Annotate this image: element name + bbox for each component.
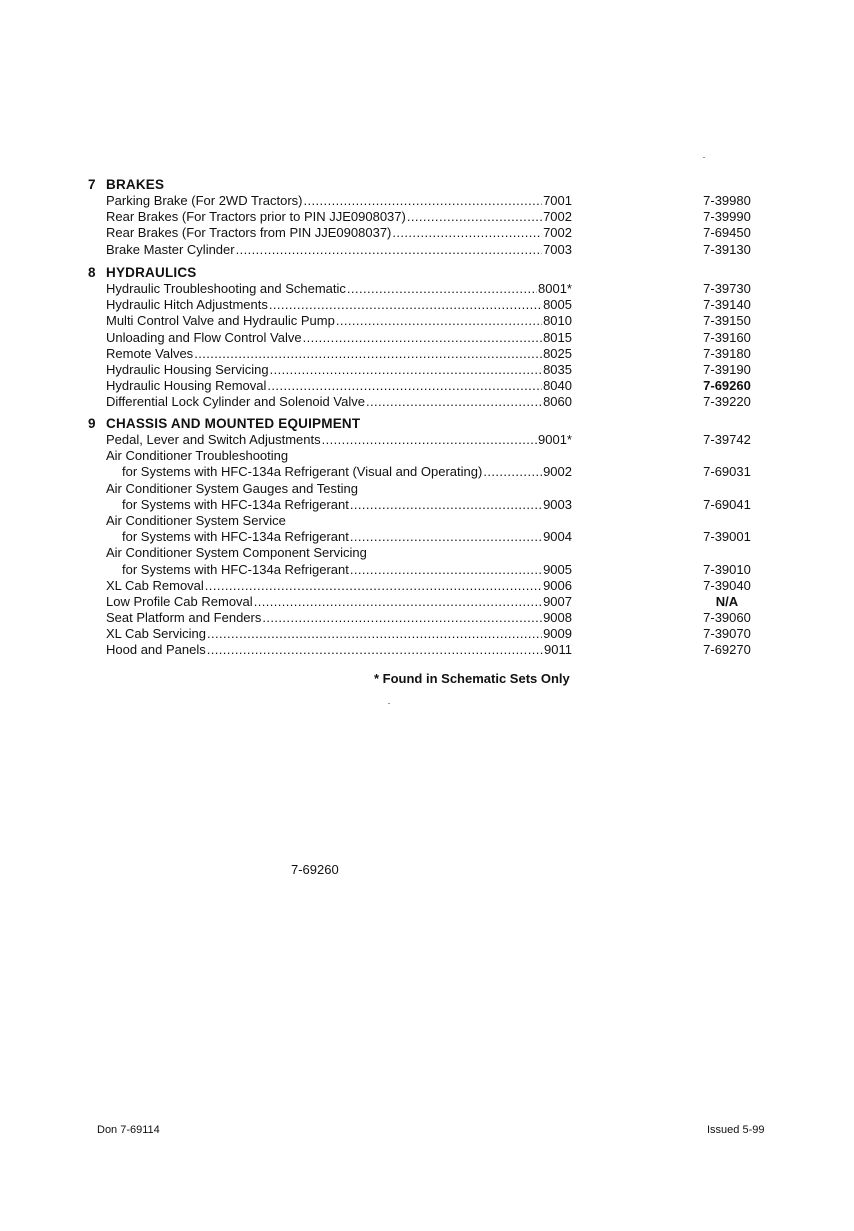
section-title: CHASSIS AND MOUNTED EQUIPMENT xyxy=(106,416,361,431)
section-heading xyxy=(88,416,778,432)
toc-ref: 7-39040 xyxy=(703,577,751,593)
toc-code: 9001* xyxy=(538,432,572,447)
toc-label: Differential Lock Cylinder and Solenoid Valve xyxy=(106,394,365,410)
toc-label: Hood and Panels xyxy=(106,642,206,658)
toc-code: 8040 xyxy=(543,378,572,394)
toc-label: Parking Brake (For 2WD Tractors) xyxy=(106,193,303,208)
toc-code: 8005 xyxy=(543,297,572,313)
toc-ref: 7-69041 xyxy=(703,496,751,512)
section-hydraulics xyxy=(88,265,778,411)
toc-label: Remote Valves xyxy=(106,345,194,361)
toc-label: XL Cab Removal xyxy=(106,577,204,593)
toc-ref: 7-39220 xyxy=(703,394,751,410)
toc-ref: 7-39160 xyxy=(703,329,751,345)
toc-code: 8035 xyxy=(543,361,572,377)
document-number: 7-69260 xyxy=(291,862,339,877)
section-number: 8 xyxy=(88,265,96,280)
toc-row xyxy=(88,562,778,578)
toc-row xyxy=(88,209,778,225)
toc-row xyxy=(88,242,778,258)
toc-label: XL Cab Servicing xyxy=(106,626,206,642)
toc-ref: 7-39730 xyxy=(703,281,751,296)
toc-row xyxy=(88,297,778,313)
toc-row xyxy=(88,362,778,378)
toc-label: Hydraulic Hitch Adjustments xyxy=(106,297,268,313)
toc-code: 9004 xyxy=(543,529,572,545)
toc-label: for Systems with HFC-134a Refrigerant xyxy=(122,561,349,577)
toc-code: 9008 xyxy=(543,610,572,626)
toc-ref: 7-39180 xyxy=(703,345,751,361)
toc-label: Seat Platform and Fenders xyxy=(106,610,262,626)
toc-code: 9003 xyxy=(543,496,572,512)
toc-row xyxy=(88,626,778,642)
scan-speck xyxy=(703,157,705,158)
toc-ref: 7-39001 xyxy=(703,529,751,545)
toc-row xyxy=(88,281,778,297)
toc-label: Multi Control Valve and Hydraulic Pump xyxy=(106,313,335,329)
toc-code: 8001* xyxy=(538,281,572,296)
toc-code: 8010 xyxy=(543,313,572,329)
toc-label: for Systems with HFC-134a Refrigerant (Visual and Operating) xyxy=(122,464,483,480)
toc-row xyxy=(88,642,778,658)
toc-row xyxy=(88,610,778,626)
toc-row xyxy=(88,313,778,329)
toc-row xyxy=(88,529,778,545)
toc-row xyxy=(88,330,778,346)
toc-label: Hydraulic Housing Servicing xyxy=(106,361,269,377)
toc-label: Pedal, Lever and Switch Adjustments xyxy=(106,432,321,447)
toc-ref: N/A xyxy=(715,593,739,609)
toc-ref: 7-39980 xyxy=(703,193,751,208)
section-number: 9 xyxy=(88,416,96,431)
footer-left: Don 7-69114 xyxy=(97,1124,160,1136)
toc-code: 7002 xyxy=(543,209,572,225)
toc-ref: 7-69260 xyxy=(703,378,751,394)
section-brakes xyxy=(88,177,778,258)
toc-row xyxy=(88,225,778,241)
toc-ref: 7-39150 xyxy=(703,313,751,329)
toc-row xyxy=(88,594,778,610)
footer-right: Issued 5-99 xyxy=(707,1124,765,1136)
toc-row xyxy=(88,193,778,209)
footnote: * Found in Schematic Sets Only xyxy=(374,671,570,686)
toc-row xyxy=(88,346,778,362)
toc-code: 8060 xyxy=(543,394,572,410)
section-heading xyxy=(88,265,778,281)
toc-label: Rear Brakes (For Tractors from PIN JJE0908037) xyxy=(106,225,392,241)
toc-row xyxy=(88,578,778,594)
toc-code: 9011 xyxy=(544,642,572,658)
toc-label: Air Conditioner Troubleshooting xyxy=(106,448,289,464)
toc-ref: 7-39190 xyxy=(703,361,751,377)
toc-ref: 7-69031 xyxy=(703,464,751,480)
toc-code: 9007 xyxy=(543,593,572,609)
toc-label: Air Conditioner System Service xyxy=(106,512,286,528)
toc-label: Hydraulic Troubleshooting and Schematic xyxy=(106,281,346,296)
section-heading xyxy=(88,177,778,193)
toc-row-heading xyxy=(88,481,778,497)
toc-ref: 7-39140 xyxy=(703,297,751,313)
toc-code: 9006 xyxy=(543,577,572,593)
section-number: 7 xyxy=(88,177,96,192)
toc-label: Brake Master Cylinder xyxy=(106,241,235,257)
section-chassis xyxy=(88,416,778,659)
toc-row xyxy=(88,497,778,513)
toc-row-heading xyxy=(88,513,778,529)
section-title: HYDRAULICS xyxy=(106,265,197,280)
toc-label: for Systems with HFC-134a Refrigerant xyxy=(122,496,349,512)
toc-ref: 7-39990 xyxy=(703,209,751,225)
toc-row-heading xyxy=(88,448,778,464)
toc-code: 9002 xyxy=(543,464,572,480)
toc-code: 8025 xyxy=(543,345,572,361)
toc-row xyxy=(88,464,778,480)
toc-row xyxy=(88,378,778,394)
section-title: BRAKES xyxy=(106,177,165,192)
toc-code: 8015 xyxy=(543,329,572,345)
toc-ref: 7-69450 xyxy=(703,225,751,241)
toc-label: Unloading and Flow Control Valve xyxy=(106,329,302,345)
toc-label: Hydraulic Housing Removal xyxy=(106,378,267,394)
toc-code: 7003 xyxy=(543,241,572,257)
toc-ref: 7-39130 xyxy=(703,241,751,257)
toc-code: 7001 xyxy=(543,193,572,208)
toc-code: 9009 xyxy=(543,626,572,642)
toc-code: 9005 xyxy=(543,561,572,577)
toc-ref: 7-39010 xyxy=(703,561,751,577)
toc-ref: 7-39070 xyxy=(703,626,751,642)
toc-ref: 7-39060 xyxy=(703,610,751,626)
toc-row xyxy=(88,394,778,410)
toc-label: Rear Brakes (For Tractors prior to PIN JJE0908037) xyxy=(106,209,406,225)
toc-row-heading xyxy=(88,545,778,561)
scan-speck xyxy=(388,703,390,704)
toc-ref: 7-69270 xyxy=(703,642,751,658)
toc-label: for Systems with HFC-134a Refrigerant xyxy=(122,529,349,545)
toc-label: Air Conditioner System Gauges and Testing xyxy=(106,480,358,496)
toc-row xyxy=(88,432,778,448)
toc-ref: 7-39742 xyxy=(703,432,751,447)
toc-label: Air Conditioner System Component Servicing xyxy=(106,545,367,561)
toc-code: 7002 xyxy=(543,225,572,241)
toc-label: Low Profile Cab Removal xyxy=(106,593,253,609)
